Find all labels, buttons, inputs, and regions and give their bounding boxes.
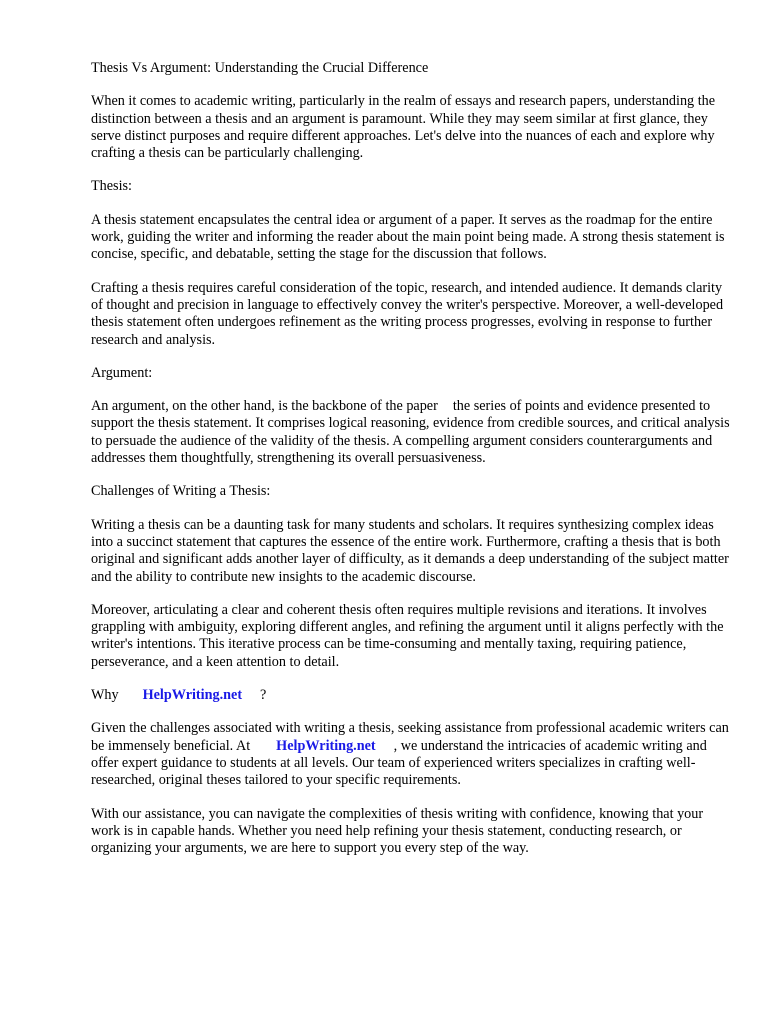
help-paragraph-1-end: , we understand the intricacies of academic writing and offer expert guidance to students at all levels. Our team of experienced writers specializes in crafting well-researched, original theses tailored to your specific requirements. <box>91 737 707 789</box>
thesis-paragraph-1: A thesis statement encapsulates the central idea or argument of a paper. It serves as the roadmap for the entire work, guiding the writer and informing the reader about the main point being made. A strong thesis statement is concise, specific, and debatable, setting the stage for the discussion that follows. <box>91 211 725 263</box>
why-prefix: Why <box>91 687 119 704</box>
intro-paragraph: When it comes to academic writing, particularly in the realm of essays and research papers, understanding the distinction between a thesis and an argument is paramount. While they may seem similar at first glance, they serve distinct purposes and require different approaches. Let's delve into the nuances of each and explore why crafting a thesis can be particularly challenging. <box>91 93 716 162</box>
argument-paragraph <box>91 398 731 467</box>
challenges-paragraph-1: Writing a thesis can be a daunting task for many students and scholars. It requires synthesizing complex ideas into a succinct statement that captures the essence of the entire work. Furthermore, crafting a thesis that is both original and significant adds another layer of difficulty, as it demands a deep understanding of the subject matter and the ability to contribute new insights to the academic discourse. <box>91 516 729 585</box>
why-heading <box>91 687 731 704</box>
thesis-paragraph-2: Crafting a thesis requires careful consideration of the topic, research, and intended audience. It demands clarity of thought and precision in language to effectively convey the writer's perspective. Moreover, a well-developed thesis statement often undergoes refinement as the writing process progresses, evolving in response to further research and analysis. <box>91 279 724 348</box>
document-page <box>91 60 731 873</box>
argument-paragraph-end: the series of points and evidence presented to support the thesis statement. It comprises logical reasoning, evidence from credible sources, and critical analysis to persuade the audience of the validity of the thesis. A compelling argument considers counterarguments and addresses them thoughtfully, strengthening its overall persuasiveness. <box>91 398 730 467</box>
why-suffix: ? <box>260 687 267 704</box>
help-paragraph-1 <box>91 720 731 789</box>
helpwriting-link[interactable]: HelpWriting.net <box>142 687 243 704</box>
challenges-paragraph-2: Moreover, articulating a clear and coherent thesis often requires multiple revisions and iterations. It involves grappling with ambiguity, exploring different angles, and refining the argument until it aligns perfectly with the writer's intentions. This iterative process can be time-consuming and mentally taxing, requiring patience, perseverance, and a keen attention to detail. <box>91 601 724 670</box>
argument-paragraph-start: An argument, on the other hand, is the backbone of the paper <box>91 398 438 415</box>
argument-heading: Argument: <box>91 364 153 381</box>
challenges-heading: Challenges of Writing a Thesis: <box>91 483 271 500</box>
thesis-heading: Thesis: <box>91 178 132 195</box>
help-paragraph-2: With our assistance, you can navigate the complexities of thesis writing with confidence, knowing that your work is in capable hands. Whether you need help refining your thesis statement, conducting research, or organizing your arguments, we are here to support you every step of the way. <box>91 805 704 857</box>
helpwriting-inline-link[interactable]: HelpWriting.net <box>276 737 376 754</box>
document-title: Thesis Vs Argument: Understanding the Crucial Difference <box>91 60 429 76</box>
help-paragraph-1-start: Given the challenges associated with writing a thesis, seeking assistance from professional academic writers can be immensely beneficial. At <box>91 720 729 754</box>
